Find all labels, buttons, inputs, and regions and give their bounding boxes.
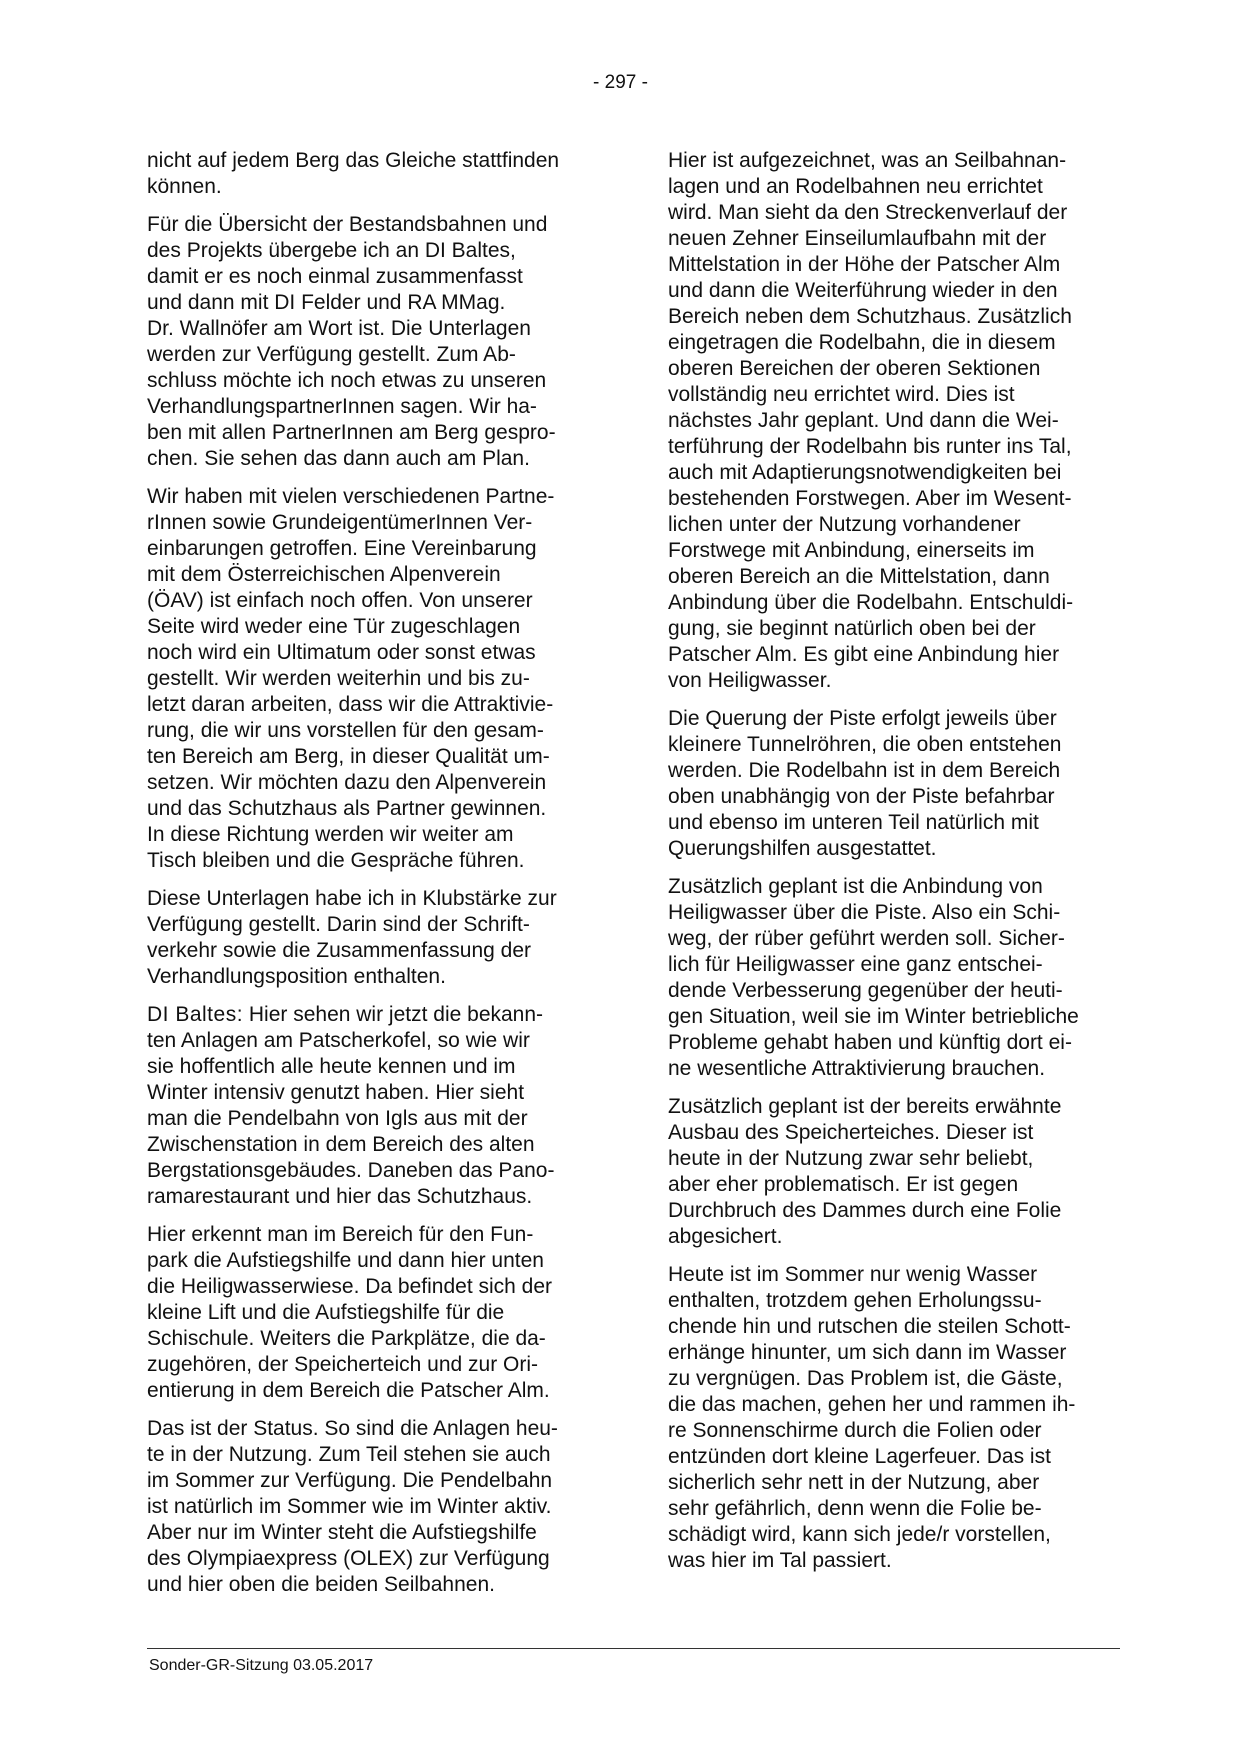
paragraph: nicht auf jedem Berg das Gleiche stattfinden können. <box>147 149 560 198</box>
paragraph: Zusätzlich geplant ist die Anbindung von Heiligwasser über die Piste. Also ein Schi- weg, der rüber geführt werden soll. Sicher- lich für Heiligwasser eine ganz entschei- dende Verbesserung gegenüber der heuti- gen Situation, weil sie im Winter betriebliche Probleme gehabt haben und künftig dort ei- ne wesentliche Attraktivierung brauchen. <box>668 875 1079 1080</box>
paragraph: Heute ist im Sommer nur wenig Wasser enthalten, trotzdem gehen Erholungssu- chende hin und rutschen die steilen Schott- erhänge hinunter, um sich dann im Wasser zu vergnügen. Das Problem ist, die Gäste, die das machen, gehen her und rammen ih- re Sonnenschirme durch die Folien oder entzünden dort kleine Lagerfeuer. Das ist sicherlich sehr nett in der Nutzung, aber sehr gefährlich, denn wenn die Folie be- schädigt wird, kann sich jede/r vorstellen, was hier im Tal passiert. <box>668 1263 1076 1572</box>
paragraph: Für die Übersicht der Bestandsbahnen und des Projekts übergebe ich an DI Baltes, damit er es noch einmal zusammenfasst und dann mit DI Felder und RA MMag. Dr. Wallnöfer am Wort ist. Die Unterlagen werden zur Verfügung gestellt. Zum Ab- schluss möchte ich noch etwas zu unseren VerhandlungspartnerInnen sagen. Wir ha- ben mit allen PartnerInnen am Berg gespro- chen. Sie sehen das dann auch am Plan. <box>147 213 556 470</box>
speaker-text: Hier sehen wir jetzt die bekann- ten Anlagen am Patscherkofel, so wie wir sie hoffentlich alle heute kennen und im Winter intensiv genutzt haben. Hier sieht man die Pendelbahn von Igls aus mit der Zwischenstation in dem Bereich des alten Bergstationsgebäudes. Daneben das Pano- ramarestaurant und hier das Schutzhaus. <box>147 1003 555 1208</box>
paragraph: Wir haben mit vielen verschiedenen Partne- rInnen sowie GrundeigentümerInnen Ver- einbarungen getroffen. Eine Vereinbarung mit dem Österreichischen Alpenverein (ÖAV) ist einfach noch offen. Von unserer Seite wird weder eine Tür zugeschlagen noch wird ein Ultimatum oder sonst etwas gestellt. Wir werden weiterhin und bis zu- letzt daran arbeiten, dass wir die Attraktivie- rung, die wir uns vorstellen für den gesam- ten Bereich am Berg, in dieser Qualität um- setzen. Wir möchten dazu den Alpenverein und das Schutzhaus als Partner gewinnen. In diese Richtung werden wir weiter am Tisch bleiben und die Gespräche führen. <box>147 485 555 872</box>
paragraph: Das ist der Status. So sind die Anlagen heu- te in der Nutzung. Zum Teil stehen sie auch im Sommer zur Verfügung. Die Pendelbahn ist natürlich im Sommer wie im Winter aktiv. Aber nur im Winter steht die Aufstiegshilfe des Olympiaexpress (OLEX) zur Verfügung und hier oben die beiden Seilbahnen. <box>147 1417 558 1596</box>
left-column <box>147 148 599 1610</box>
paragraph: Hier ist aufgezeichnet, was an Seilbahnan- lagen und an Rodelbahnen neu errichtet wird. Man sieht da den Streckenverlauf der neuen Zehner Einseilumlaufbahn mit der Mittelstation in der Höhe der Patscher Alm und dann die Weiterführung wieder in den Bereich neben dem Schutzhaus. Zusätzlich eingetragen die Rodelbahn, die in diesem oberen Bereichen der oberen Sektionen vollständig neu errichtet wird. Dies ist nächstes Jahr geplant. Und dann die Wei- terführung der Rodelbahn bis runter ins Tal, auch mit Adaptierungsnotwendigkeiten bei bestehenden Forstwegen. Aber im Wesent- lichen unter der Nutzung vorhandener Forstwege mit Anbindung, einerseits im oberen Bereich an die Mittelstation, dann Anbindung über die Rodelbahn. Entschuldi- gung, sie beginnt natürlich oben bei der Patscher Alm. Es gibt eine Anbindung hier von Heiligwasser. <box>668 149 1074 692</box>
footer-divider <box>147 1648 1120 1649</box>
paragraph-speaker-baltes <box>147 1002 599 1210</box>
speaker-name: DI Baltes: <box>147 1003 244 1026</box>
paragraph: Die Querung der Piste erfolgt jeweils über kleinere Tunnelröhren, die oben entstehen werden. Die Rodelbahn ist in dem Bereich oben unabhängig von der Piste befahrbar und ebenso im unteren Teil natürlich mit Querungshilfen ausgestattet. <box>668 707 1062 860</box>
paragraph: Hier erkennt man im Bereich für den Fun- park die Aufstiegshilfe und dann hier unten die Heiligwasserwiese. Da befindet sich der kleine Lift und die Aufstiegshilfe für die Schischule. Weiters die Parkplätze, die da- zugehören, der Speicherteich und zur Ori- entierung in dem Bereich die Patscher Alm. <box>147 1223 553 1402</box>
paragraph: Zusätzlich geplant ist der bereits erwähnte Ausbau des Speicherteiches. Dieser ist heute in der Nutzung zwar sehr beliebt, aber eher problematisch. Er ist gegen Durchbruch des Dammes durch eine Folie abgesichert. <box>668 1095 1062 1248</box>
paragraph: Diese Unterlagen habe ich in Klubstärke zur Verfügung gestellt. Darin sind der Schrift- verkehr sowie die Zusammenfassung der Verhandlungsposition enthalten. <box>147 887 557 988</box>
right-column <box>668 148 1120 1586</box>
footer-session-label: Sonder-GR-Sitzung 03.05.2017 <box>149 1657 374 1674</box>
page-number: - 297 - <box>593 72 648 93</box>
